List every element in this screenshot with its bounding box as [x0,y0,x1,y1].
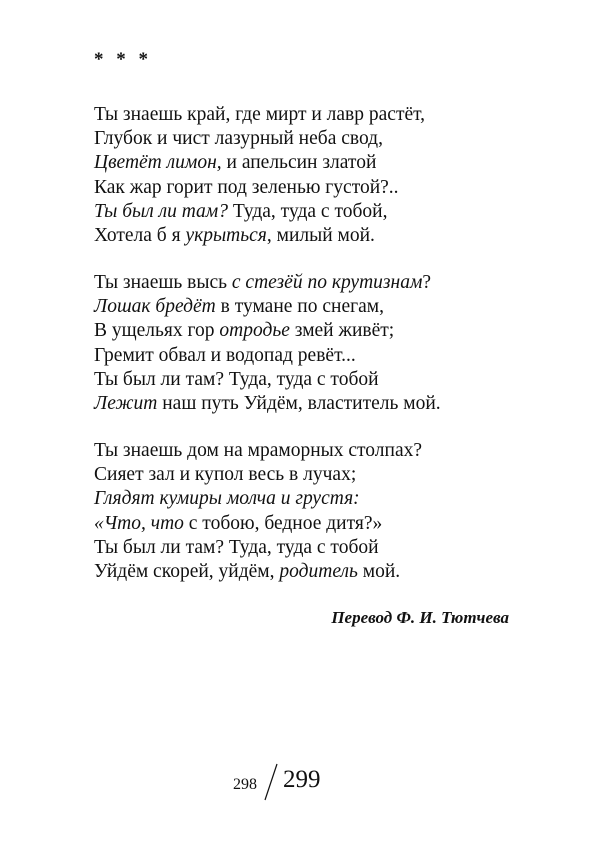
poem-line [94,319,441,343]
poem-line-italic-segment: Лежит [94,392,158,414]
poem-line-italic-segment: Глядят кумиры молча и грустя: [94,488,360,510]
poem-line-segment: Гремит обвал и водопад ревёт... [94,344,356,366]
poem-line [94,271,441,295]
poem-line-italic-segment: отродье [219,320,290,342]
poem-line-segment: Хотела б я [94,224,186,246]
poem-line-italic-segment: Лошак бредёт [94,296,216,318]
poem-line-italic-segment: Ты был ли там? [94,200,229,222]
poem-line [94,151,425,175]
poem-line-segment: змей живёт; [289,320,395,342]
section-ornament: * * * [94,49,152,70]
stanza-1 [94,103,425,248]
poem-line-segment: в тумане по снегам, [215,296,384,318]
poem-line [94,176,425,200]
poem-line [94,295,441,319]
poem-line [94,512,422,536]
poem-line-segment: , милый мой. [266,224,375,246]
poem-line-segment: Ты был ли там? Туда, туда с тобой [94,536,379,558]
poem-line-italic-segment: с стезёй по крутизнам [231,272,423,293]
translation-attribution: Перевод Ф. И. Тютчева [331,608,509,627]
poem-line-segment: и апельсин златой [221,152,377,174]
poem-line-segment: Ты был ли там? Туда, туда с тобой [94,368,379,390]
poem-line [94,463,422,487]
poem-line-italic-segment: Цветёт лимон, [94,152,222,174]
page-number-right: 299 [283,766,321,793]
poem-line-segment: В ущельях гор [94,320,220,342]
poem-line-segment: ? [422,272,432,293]
poem-line-italic-segment: родитель [279,560,358,582]
poem-line-segment: Глубок и чист лазурный неба свод, [94,128,383,150]
stanza-2 [94,271,441,416]
poem-line [94,487,422,511]
poem-line [94,224,425,248]
poem-line [94,127,425,151]
poem-line-segment: Сияет зал и купол весь в лучах; [94,464,357,486]
poem-line [94,103,425,127]
poem-line-segment: Ты знаешь край, где мирт и лавр растёт, [94,104,426,125]
poem-line [94,392,441,416]
page-number [233,762,333,806]
poem-line-segment: мой. [357,560,401,582]
poem-line-segment: Туда, туда с тобой, [228,200,388,222]
poem-line [94,536,422,560]
poem-line-italic-segment: «Что, что [94,512,184,534]
stanza-3 [94,439,422,584]
poem-line [94,439,422,463]
poem-line-segment: Ты знаешь высь [94,272,232,293]
poem-line-italic-segment: укрыться [185,224,267,246]
poem-line [94,344,441,368]
poem-line-segment: Ты знаешь дом на мраморных столпах? [94,440,423,461]
page-number-left: 298 [233,776,257,793]
poem-line-segment: Уйдём скорей, уйдём, [94,560,280,582]
poem-line-segment: наш путь Уйдём, властитель мой. [157,392,441,414]
poem-line-segment: с тобою, бедное дитя?» [183,512,383,534]
page-number-slash [263,762,279,802]
poem-line-segment: Как жар горит под зеленью густой?.. [94,176,399,198]
poem-line [94,560,422,584]
poem-line [94,200,425,224]
poem-line [94,368,441,392]
